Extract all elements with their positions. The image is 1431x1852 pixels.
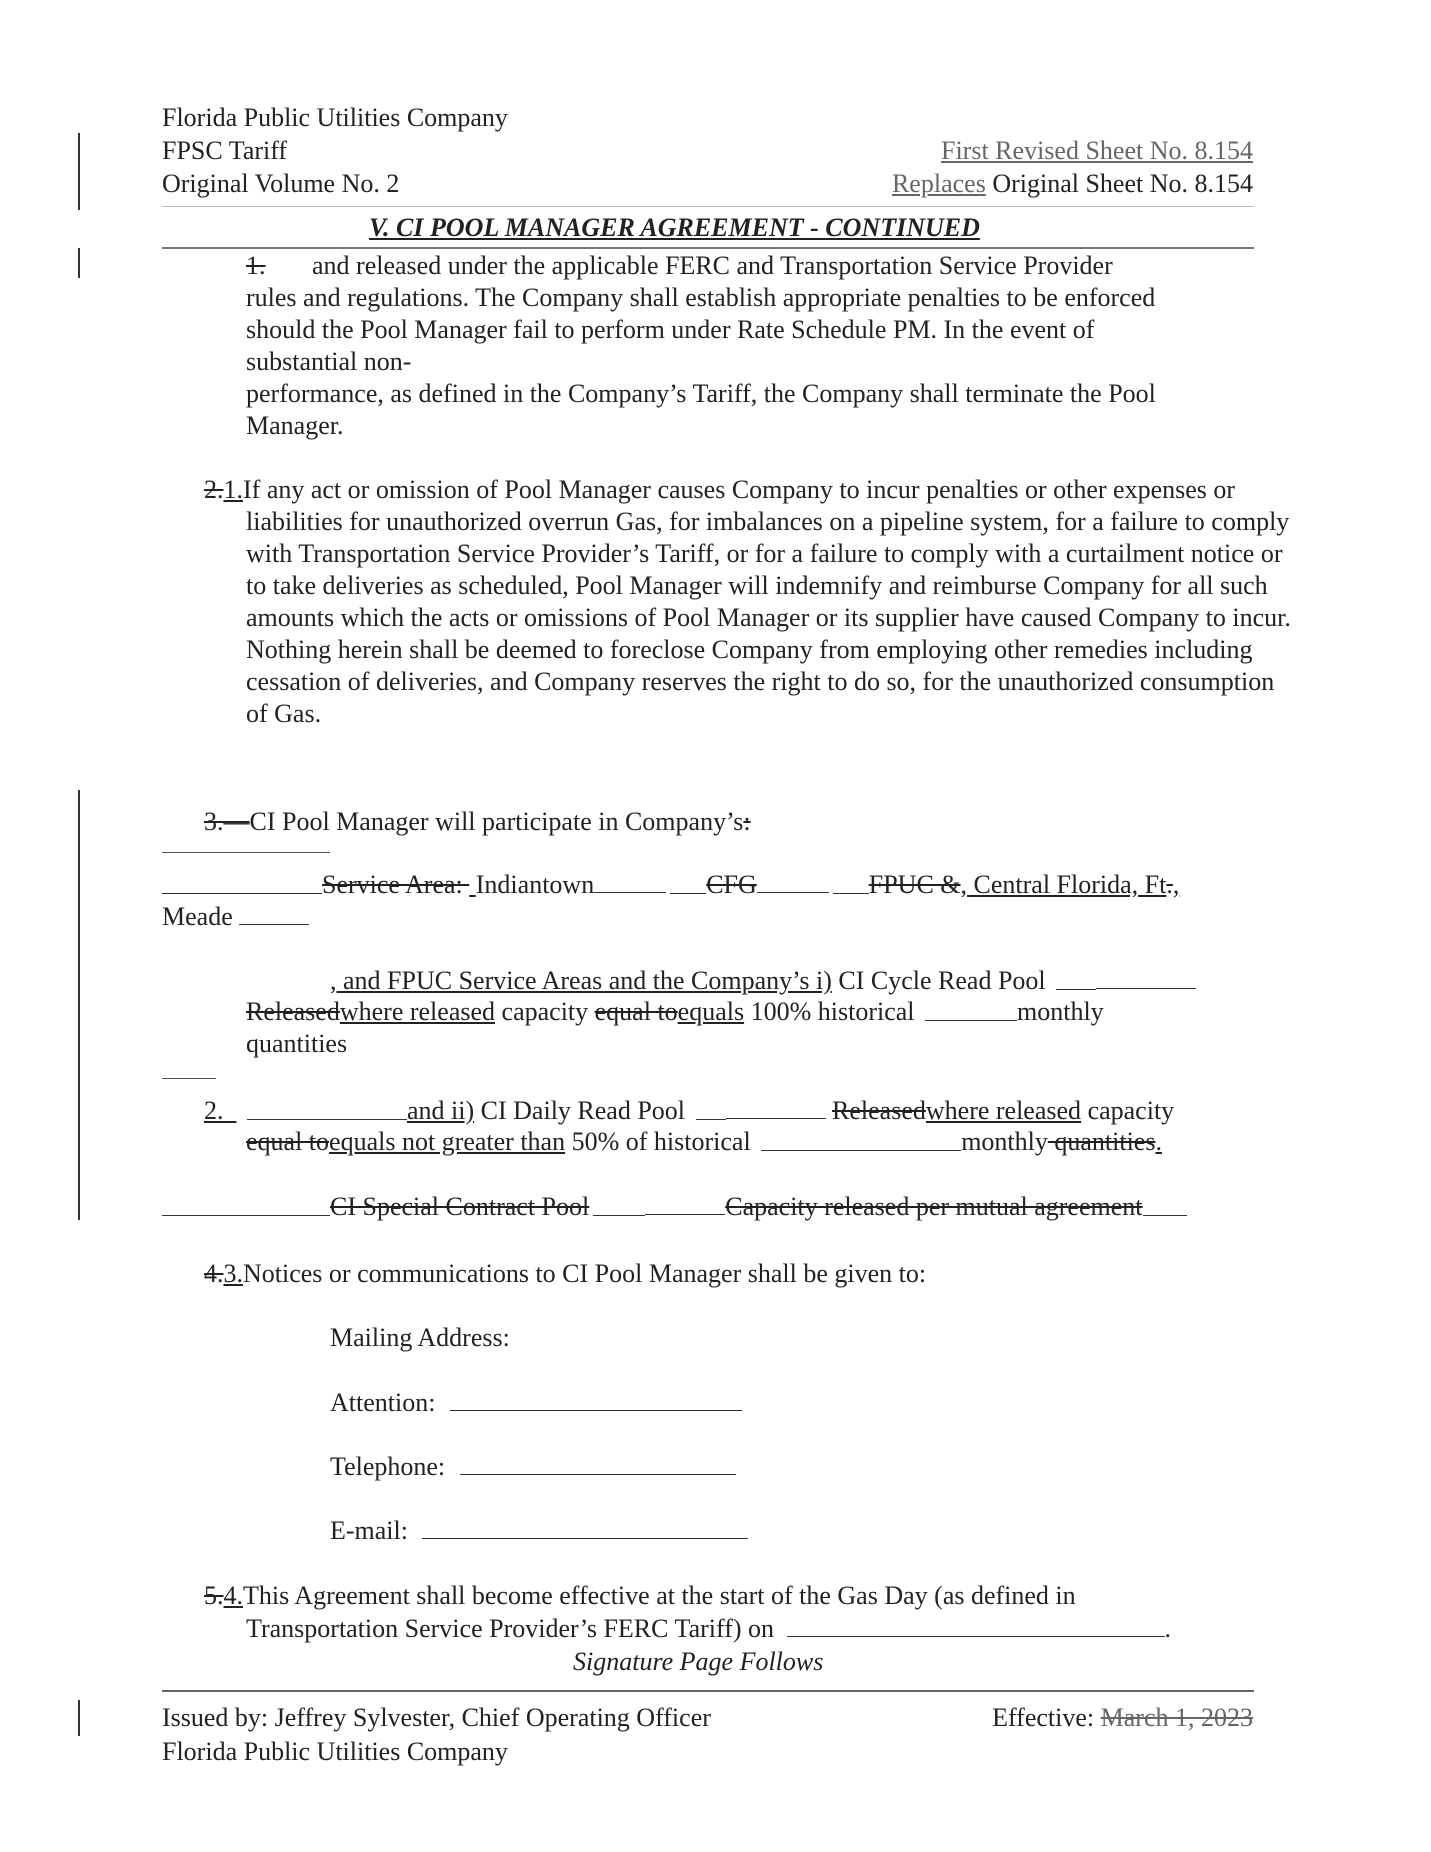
footer-issued-by: Issued by: Jeffrey Sylvester, Chief Operating Officer bbox=[162, 1703, 711, 1732]
meade: Meade bbox=[162, 902, 233, 931]
p3-meade-line bbox=[162, 900, 309, 933]
footer-effective: Effective: March 1, 2023 bbox=[992, 1703, 1253, 1732]
signature-page-follows: Signature Page Follows bbox=[573, 1647, 824, 1676]
p3-intro: 3.—CI Pool Manager will participate in Company’s: bbox=[204, 807, 751, 836]
attention-blank[interactable] bbox=[450, 1386, 742, 1411]
p2-number-new: 1. bbox=[223, 475, 243, 504]
cycle-read-pool: CI Cycle Read Pool bbox=[831, 966, 1046, 995]
p3b-short-rule bbox=[162, 1078, 216, 1079]
cfg-struck: CFG bbox=[706, 870, 757, 899]
p3-quantities: quantities bbox=[246, 1029, 348, 1058]
p3-number-struck: 3. bbox=[204, 807, 224, 836]
p3-short-rule bbox=[162, 852, 330, 853]
p3-cycle-capacity-line: Releasedwhere released capacity equal toequals 100% historical monthly bbox=[246, 997, 1104, 1026]
attention-field: Attention: bbox=[330, 1386, 742, 1419]
p5-line1: 5.4.This Agreement shall become effective at the start of the Gas Day (as defined in bbox=[204, 1581, 1076, 1610]
telephone-blank[interactable] bbox=[460, 1450, 736, 1475]
p2-number-struck: 2. bbox=[204, 475, 224, 504]
change-bar-1 bbox=[78, 133, 80, 210]
p3b-number: 2. bbox=[204, 1096, 224, 1125]
p2-paragraph bbox=[204, 474, 1300, 730]
email-blank[interactable] bbox=[422, 1514, 748, 1539]
change-bar-2 bbox=[78, 248, 80, 278]
fpuc-service-areas: , and FPUC Service Areas and the Company’s i) bbox=[330, 966, 832, 995]
p1-line5: performance, as defined in the Company’s Tariff, the Company shall terminate the Pool bbox=[246, 379, 1156, 408]
replaces-rest: Original Sheet No. 8.154 bbox=[985, 169, 1253, 198]
p5-line2: Transportation Service Provider’s FERC Tariff) on . bbox=[246, 1614, 1172, 1643]
header-sheet-revised: First Revised Sheet No. 8.154 bbox=[941, 136, 1253, 165]
central-florida: , Central Florida, Ft bbox=[960, 870, 1167, 899]
header-volume: Original Volume No. 2 bbox=[162, 169, 400, 198]
section-title: V. CI POOL MANAGER AGREEMENT - CONTINUED bbox=[369, 213, 980, 242]
p1-line3: should the Pool Manager fail to perform under Rate Schedule PM. In the event of bbox=[246, 315, 1095, 344]
indiantown: Indiantown bbox=[475, 870, 595, 899]
p3b-daily-read-line: 2. and ii) CI Daily Read Pool Releasedwhere released capacity bbox=[204, 1096, 1175, 1125]
p2-text: If any act or omission of Pool Manager causes Company to incur penalties or other expenses or liabilities for unauthorized overrun Gas, for imbalances on a pipeline system, for a failure to comply with Transportation Service Provider’s Tariff, or for a failure to comply with a curtailment notice or to take deliveries as scheduled, Pool Manager will indemnify and reimburse Company for all such amounts which the acts or omissions of Pool Manager or its supplier have caused Company to incur. Nothing herein shall be deemed to foreclose Company from employing other remedies including cessation of deliveries, and Company reserves the right to do so, for the unauthorized consumption of Gas. bbox=[243, 475, 1291, 728]
p1-line6: Manager. bbox=[246, 411, 344, 440]
p1-line2: rules and regulations. The Company shall establish appropriate penalties to be enforced bbox=[246, 283, 1156, 312]
p1-line1: 1. and released under the applicable FERC and Transportation Service Provider bbox=[246, 251, 1113, 280]
replaces-underlined: Replaces bbox=[891, 169, 986, 198]
effective-date-blank[interactable] bbox=[787, 1612, 1165, 1637]
mailing-address-label: Mailing Address: bbox=[330, 1323, 510, 1352]
p3-service-area-line: Service Area: Indiantown CFG FPUC &, Central Florida, Ft., bbox=[162, 868, 1179, 901]
effective-date-struck: March 1, 2023 bbox=[1100, 1703, 1253, 1732]
p4-notices: 4.3.Notices or communications to CI Pool Manager shall be given to: bbox=[204, 1259, 927, 1288]
header-rule bbox=[162, 206, 1254, 207]
p1-number-struck: 1. bbox=[246, 251, 266, 280]
p1-line4: substantial non- bbox=[246, 347, 412, 376]
change-bar-3 bbox=[78, 790, 80, 1220]
special-contract-line: CI Special Contract Pool Capacity released per mutual agreement bbox=[162, 1190, 1187, 1223]
footer-company: Florida Public Utilities Company bbox=[162, 1737, 508, 1766]
change-bar-4 bbox=[78, 1700, 80, 1736]
header-tariff: FPSC Tariff bbox=[162, 136, 288, 165]
email-field: E-mail: bbox=[330, 1514, 748, 1547]
fpuc-struck: FPUC & bbox=[868, 870, 961, 899]
p3b-equals-line: equal toequals not greater than 50% of historical monthly quantities. bbox=[246, 1127, 1162, 1156]
service-area-struck: Service Area: bbox=[322, 870, 470, 899]
telephone-field: Telephone: bbox=[330, 1450, 736, 1483]
header-company: Florida Public Utilities Company bbox=[162, 103, 508, 132]
p3-cycle-read-line bbox=[330, 964, 1196, 997]
footer-rule bbox=[162, 1690, 1254, 1692]
header-replaces bbox=[892, 168, 1253, 200]
title-rule bbox=[162, 247, 1254, 249]
